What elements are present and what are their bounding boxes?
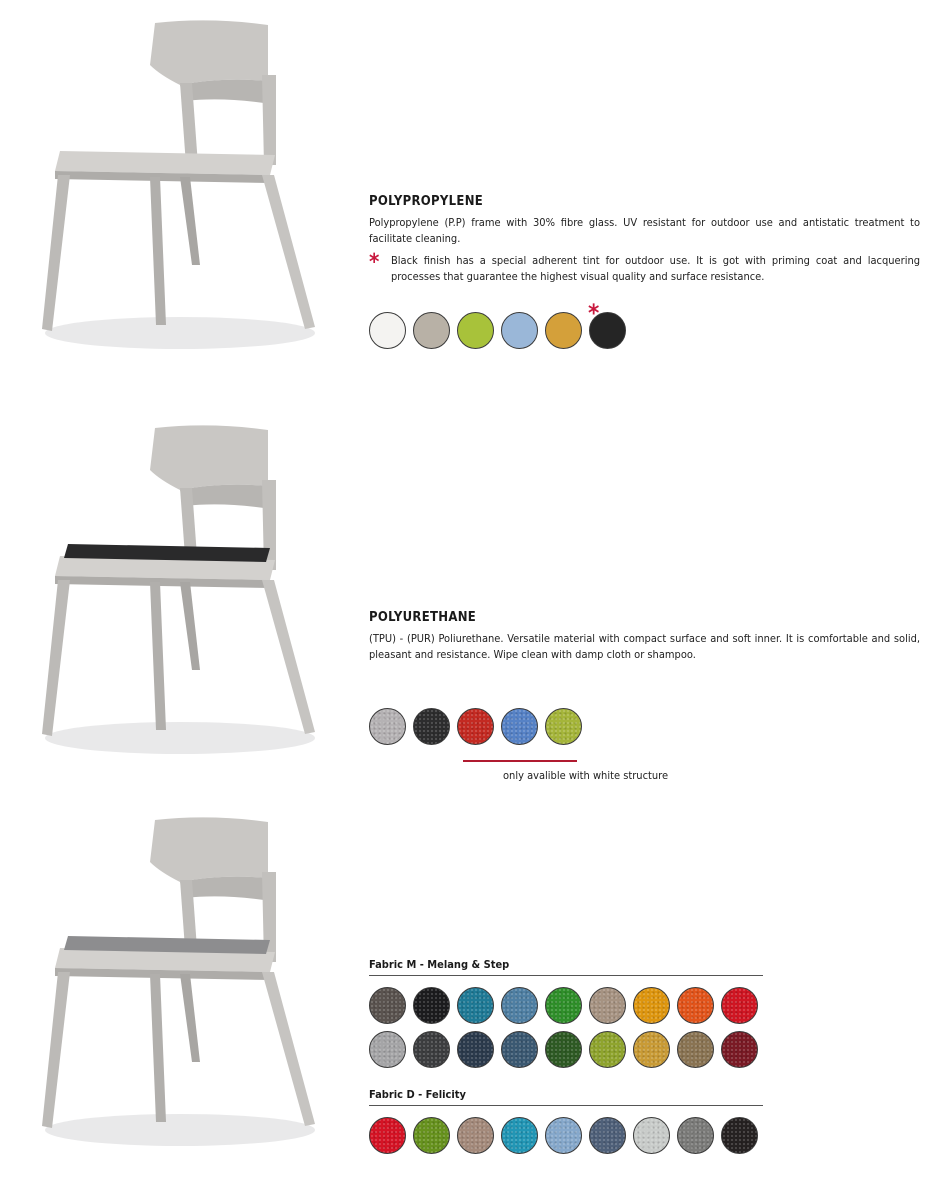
color-swatch[interactable]: [501, 987, 538, 1024]
polypropylene-section: [369, 194, 920, 285]
availability-note: only avalible with white structure: [503, 769, 669, 782]
color-swatch[interactable]: [588, 299, 626, 349]
polypropylene-title: POLYPROPYLENE: [369, 194, 484, 209]
asterisk-icon: *: [588, 299, 600, 327]
color-swatch[interactable]: [721, 987, 758, 1024]
color-swatch[interactable]: [413, 1031, 450, 1068]
color-swatch[interactable]: [545, 1031, 582, 1068]
color-swatch[interactable]: [633, 987, 670, 1024]
polyurethane-section: [369, 610, 920, 663]
asterisk-icon: *: [369, 250, 380, 275]
availability-divider: [463, 760, 577, 762]
color-swatch[interactable]: [413, 987, 450, 1024]
color-swatch[interactable]: [721, 1117, 758, 1154]
color-swatch[interactable]: [369, 987, 406, 1024]
polyurethane-title: POLYURETHANE: [369, 610, 477, 625]
fabric-d-title: Fabric D - Felicity: [369, 1088, 466, 1101]
polypropylene-description: Polypropylene (P.P) frame with 30% fibre glass. UV resistant for outdoor use and antistatic treatment to facilitate cleaning.: [369, 216, 920, 245]
color-swatch[interactable]: [501, 1117, 538, 1154]
color-swatch[interactable]: [457, 1031, 494, 1068]
color-swatch[interactable]: [369, 1031, 406, 1068]
polypropylene-color-swatches: [369, 299, 633, 349]
color-swatch[interactable]: [545, 312, 582, 349]
color-swatch[interactable]: [413, 1117, 450, 1154]
color-swatch[interactable]: [545, 1117, 582, 1154]
color-swatch[interactable]: [501, 312, 538, 349]
color-swatch[interactable]: [677, 1031, 714, 1068]
color-swatch[interactable]: [457, 312, 494, 349]
color-swatch[interactable]: [501, 708, 538, 745]
fabric-m-swatches-row-1: [369, 987, 765, 1024]
color-swatch[interactable]: [457, 1117, 494, 1154]
chair-image-fabric: [30, 812, 330, 1152]
fabric-m-divider: [369, 975, 763, 976]
black-finish-note: [369, 250, 920, 285]
color-swatch[interactable]: [589, 1031, 626, 1068]
color-swatch[interactable]: [369, 1117, 406, 1154]
color-swatch[interactable]: [589, 987, 626, 1024]
black-finish-note-text: Black finish has a special adherent tint for outdoor use. It is got with priming coat and lacquering processes that guarantee the highest visual quality and surface resistance.: [391, 254, 920, 283]
color-swatch[interactable]: [633, 1117, 670, 1154]
color-swatch[interactable]: [589, 1117, 626, 1154]
color-swatch[interactable]: [369, 312, 406, 349]
color-swatch[interactable]: [633, 1031, 670, 1068]
color-swatch[interactable]: [545, 987, 582, 1024]
color-swatch[interactable]: [545, 708, 582, 745]
color-swatch[interactable]: [413, 708, 450, 745]
color-swatch[interactable]: [677, 987, 714, 1024]
color-swatch[interactable]: [457, 987, 494, 1024]
fabric-d-swatches: [369, 1117, 765, 1154]
polyurethane-color-swatches: [369, 708, 589, 745]
color-swatch[interactable]: [501, 1031, 538, 1068]
color-swatch[interactable]: [413, 312, 450, 349]
polyurethane-description: (TPU) - (PUR) Poliurethane. Versatile material with compact surface and soft inner. It is comfortable and solid, pleasant and resistance. Wipe clean with damp cloth or shampoo.: [369, 632, 920, 661]
chair-image-polypropylene: [30, 15, 330, 355]
color-swatch[interactable]: [369, 708, 406, 745]
chair-image-polyurethane: [30, 420, 330, 760]
color-swatch[interactable]: [721, 1031, 758, 1068]
fabric-d-divider: [369, 1105, 763, 1106]
color-swatch[interactable]: [457, 708, 494, 745]
fabric-m-title: Fabric M - Melang & Step: [369, 958, 510, 971]
color-swatch[interactable]: [677, 1117, 714, 1154]
fabric-m-swatches-row-2: [369, 1031, 765, 1068]
